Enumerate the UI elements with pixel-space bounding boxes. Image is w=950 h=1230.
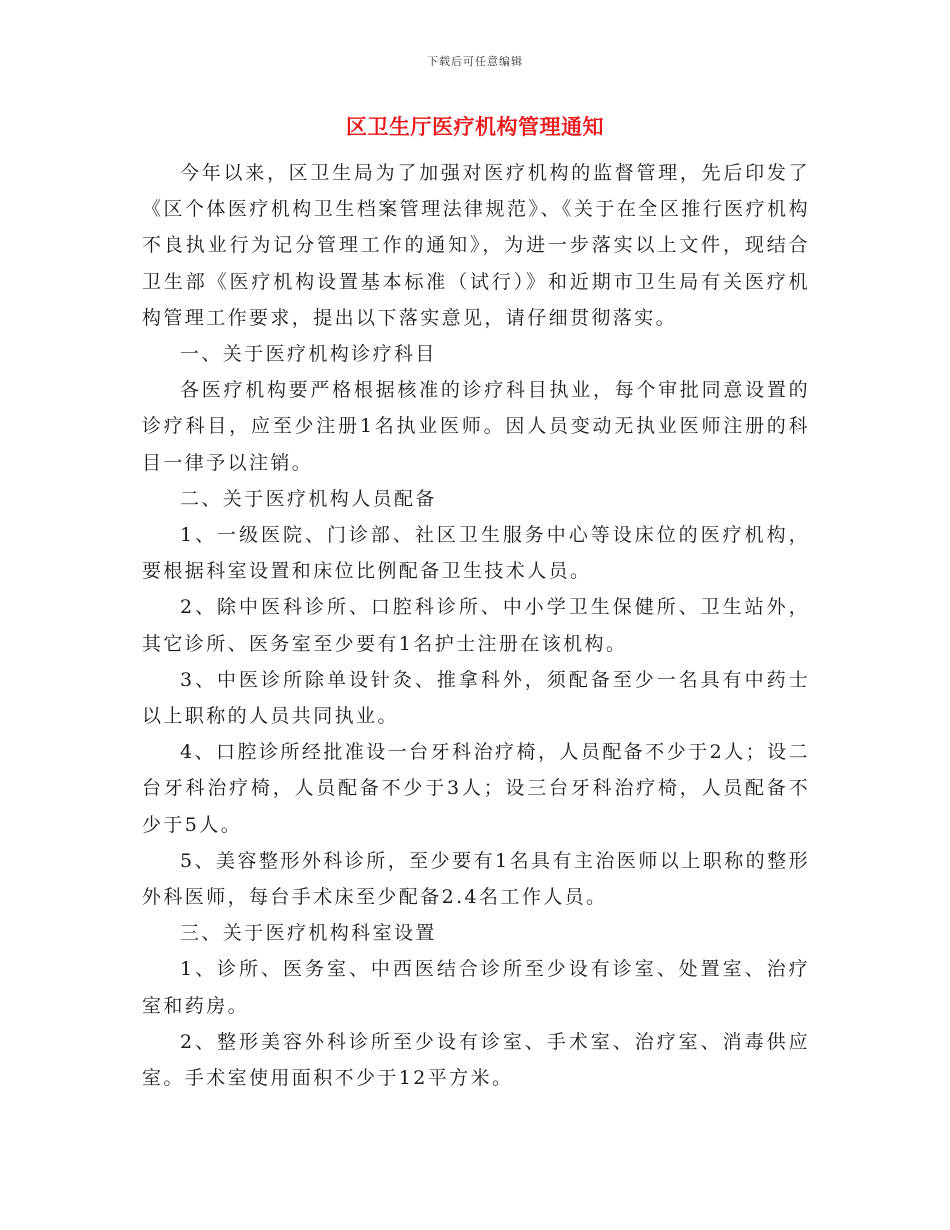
section-2-item-3: 3、中医诊所除单设针灸、推拿科外，须配备至少一名具有中药士以上职称的人员共同执业。 — [142, 668, 810, 728]
header-note: 下载后可任意编辑 — [427, 55, 523, 68]
section-heading-1: 一、关于医疗机构诊疗科目 — [180, 343, 437, 366]
section-heading-2: 二、关于医疗机构人员配备 — [180, 487, 437, 510]
section-heading-3: 三、关于医疗机构科室设置 — [180, 922, 437, 945]
section-2-item-4: 4、口腔诊所经批准设一台牙科治疗椅，人员配备不少于2人；设二台牙科治疗椅，人员配备不少于3人；设三台牙科治疗椅，人员配备不少于5人。 — [142, 741, 810, 836]
section-3-item-2: 2、整形美容外科诊所至少设有诊室、手术室、治疗室、消毒供应室。手术室使用面积不少于12平方米。 — [142, 1030, 810, 1090]
document-body — [142, 155, 810, 1096]
section-1-paragraph: 各医疗机构要严格根据核准的诊疗科目执业，每个审批同意设置的诊疗科目，应至少注册1名执业医师。因人员变动无执业医师注册的科目一律予以注销。 — [142, 379, 810, 474]
section-2-item-1: 1、一级医院、门诊部、社区卫生服务中心等设床位的医疗机构，要根据科室设置和床位比例配备卫生技术人员。 — [142, 524, 810, 583]
intro-paragraph: 今年以来，区卫生局为了加强对医疗机构的监督管理，先后印发了《区个体医疗机构卫生档案管理法律规范》、《关于在全区推行医疗机构不良执业行为记分管理工作的通知》，为进一步落实以上文件，现结合卫生部《医疗机构设置基本标准（试行）》和近期市卫生局有关医疗机构管理工作要求，提出以下落实意见，请仔细贯彻落实。 — [142, 162, 810, 329]
section-2-item-2: 2、除中医科诊所、口腔科诊所、中小学卫生保健所、卫生站外，其它诊所、医务室至少要有1名护士注册在该机构。 — [142, 596, 810, 655]
document-title: 区卫生厅医疗机构管理通知 — [346, 114, 604, 139]
section-3-item-1: 1、诊所、医务室、中西医结合诊所至少设有诊室、处置室、治疗室和药房。 — [142, 958, 810, 1017]
section-2-item-5: 5、美容整形外科诊所，至少要有1名具有主治医师以上职称的整形外科医师，每台手术床至少配备2.4名工作人员。 — [142, 849, 810, 909]
